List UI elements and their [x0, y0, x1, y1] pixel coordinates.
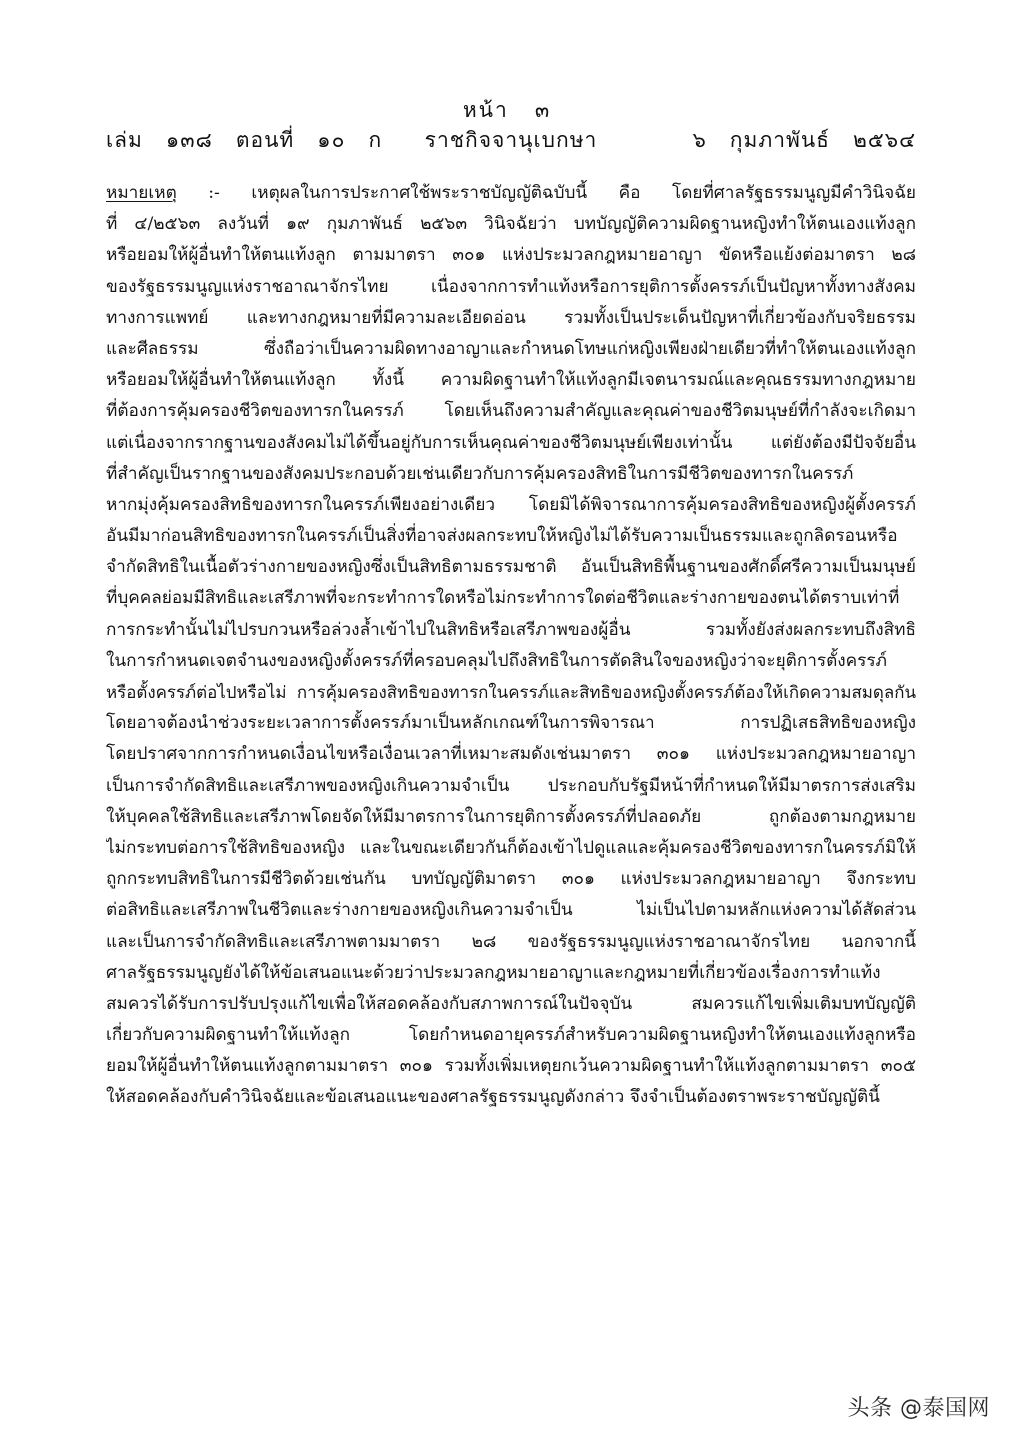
text-line: ถูกกระทบสิทธิในการมีชีวิตด้วยเช่นกัน บทบัญญัติมาตรา ๓๐๑ แห่งประมวลกฎหมายอาญา จึงกระทบ [106, 869, 916, 890]
text-line: อันมีมาก่อนสิทธิของทารกในครรภ์เป็นสิ่งที่อาจส่งผลกระทบให้หญิงไม่ได้รับความเป็นธรรมและถูกลิดรอนหรือ [106, 526, 898, 547]
text-line: โดยอาจต้องนำช่วงระยะเวลาการตั้งครรภ์มาเป็นหลักเกณฑ์ในการพิจารณา การปฏิเสธสิทธิของหญิง [106, 713, 916, 734]
text-line: ไม่กระทบต่อการใช้สิทธิของหญิง และในขณะเดียวกันก็ต้องเข้าไปดูแลและคุ้มครองชีวิตของทารกในครรภ์มิให้ [106, 837, 916, 858]
text-line: ให้บุคคลใช้สิทธิและเสรีภาพโดยจัดให้มีมาตรการในการยุติการตั้งครรภ์ที่ปลอดภัย ถูกต้องตามกฎหมาย [106, 806, 916, 827]
volume-issue: เล่ม ๑๓๘ ตอนที่ ๑๐ ก [106, 128, 383, 152]
text-line: ในการกำหนดเจตจำนงของหญิงตั้งครรภ์ที่ครอบคลุมไปถึงสิทธิในการตัดสินใจของหญิงว่าจะยุติการตั้งครรภ์ [106, 650, 887, 671]
text-line: ศาลรัฐธรรมนูญยังได้ให้ข้อเสนอแนะด้วยว่าประมวลกฎหมายอาญาและกฎหมายที่เกี่ยวข้องเรื่องการทำแท้ง [106, 962, 881, 983]
text-line: ที่ ๔/๒๕๖๓ ลงวันที่ ๑๙ กุมภาพันธ์ ๒๕๖๓ วินิจฉัยว่า บทบัญญัติความผิดฐานหญิงทำให้ตนเองแท้งลูก [106, 214, 916, 235]
text-line: ที่สำคัญเป็นรากฐานของสังคมประกอบด้วยเช่นเดียวกับการคุ้มครองสิทธิในการมีชีวิตของทารกในครรภ์ [106, 463, 854, 484]
watermark-text: 头条 @泰国网 [847, 1396, 990, 1421]
text-line: หมายเหตุ :- เหตุผลในการประกาศใช้พระราชบัญญัติฉบับนี้ คือ โดยที่ศาลรัฐธรรมนูญมีคำวินิจฉัย [106, 183, 916, 203]
remark-paragraph [106, 178, 916, 1114]
text-line: หรือตั้งครรภ์ต่อไปหรือไม่ การคุ้มครองสิทธิของทารกในครรภ์และสิทธิของหญิงตั้งครรภ์ต้องให้เกิดความสมดุลกัน [106, 682, 916, 702]
text-line: หรือยอมให้ผู้อื่นทำให้ตนแท้งลูก ตามมาตรา ๓๐๑ แห่งประมวลกฎหมายอาญา ขัดหรือแย้งต่อมาตรา ๒๘ [106, 245, 916, 266]
text-line: ที่ต้องการคุ้มครองชีวิตของทารกในครรภ์ โดยเห็นถึงความสำคัญและคุณค่าของชีวิตมนุษย์ที่กำลังจะเกิดมา [106, 401, 916, 422]
remark-label: หมายเหตุ [106, 183, 177, 203]
text-line: หากมุ่งคุ้มครองสิทธิของทารกในครรภ์เพียงอย่างเดียว โดยมิได้พิจารณาการคุ้มครองสิทธิของหญิงผู้ตั้งครรภ์ [106, 494, 916, 515]
text-line: เป็นการจำกัดสิทธิและเสรีภาพของหญิงเกินความจำเป็น ประกอบกับรัฐมีหน้าที่กำหนดให้มีมาตรการส่งเสริม [106, 775, 916, 796]
text-line: ให้สอดคล้องกับคำวินิจฉัยและข้อเสนอแนะของศาลรัฐธรรมนูญดังกล่าว จึงจำเป็นต้องตราพระราชบัญญัตินี้ [106, 1087, 880, 1108]
text-line: และเป็นการจำกัดสิทธิและเสรีภาพตามมาตรา ๒๘ ของรัฐธรรมนูญแห่งราชอาณาจักรไทย นอกจากนี้ [106, 931, 916, 952]
publication-date: ๖ กุมภาพันธ์ ๒๕๖๔ [692, 128, 916, 152]
text-line: ต่อสิทธิและเสรีภาพในชีวิตและร่างกายของหญิงเกินความจำเป็น ไม่เป็นไปตามหลักแห่งความได้สัดส่วน [106, 900, 916, 921]
text-line: ยอมให้ผู้อื่นทำให้ตนแท้งลูกตามมาตรา ๓๐๑ รวมทั้งเพิ่มเหตุยกเว้นความผิดฐานทำให้แท้งลูกตามมาตรา ๓๐๕ [106, 1056, 916, 1077]
text-line: การกระทำนั้นไม่ไปรบกวนหรือล่วงล้ำเข้าไปในสิทธิหรือเสรีภาพของผู้อื่น รวมทั้งยังส่งผลกระทบถึงสิทธิ [106, 619, 916, 640]
page-number: หน้า ๓ [462, 98, 552, 122]
text-line: แต่เนื่องจากรากฐานของสังคมไม่ได้ขึ้นอยู่กับการเห็นคุณค่าของชีวิตมนุษย์เพียงเท่านั้น แต่ยังต้องมีปัจจัยอื่น [106, 432, 916, 453]
gazette-title: ราชกิจจานุเบกษา [424, 128, 598, 152]
gazette-header [106, 124, 916, 156]
text-line: โดยปราศจากการกำหนดเงื่อนไขหรือเงื่อนเวลาที่เหมาะสมดังเช่นมาตรา ๓๐๑ แห่งประมวลกฎหมายอาญา [106, 744, 916, 765]
text-line: จำกัดสิทธิในเนื้อตัวร่างกายของหญิงซึ่งเป็นสิทธิตามธรรมชาติ อันเป็นสิทธิพื้นฐานของศักดิ์ศรีความเป็นมนุษย์ [106, 557, 916, 578]
text-line: และศีลธรรม ซึ่งถือว่าเป็นความผิดทางอาญาและกำหนดโทษแก่หญิงเพียงฝ่ายเดียวที่ทำให้ตนเองแท้งลูก [106, 338, 916, 359]
text-line: ที่บุคคลย่อมมีสิทธิและเสรีภาพที่จะกระทำการใดหรือไม่กระทำการใดต่อชีวิตและร่างกายของตนได้ตราบเท่าที่ [106, 588, 900, 609]
text-line: ทางการแพทย์ และทางกฎหมายที่มีความละเอียดอ่อน รวมทั้งเป็นประเด็นปัญหาที่เกี่ยวข้องกับจริยธรรม [106, 307, 916, 328]
text-line: หรือยอมให้ผู้อื่นทำให้ตนแท้งลูก ทั้งนี้ ความผิดฐานทำให้แท้งลูกมีเจตนารมณ์และคุณธรรมทางกฎหมาย [106, 370, 916, 391]
text-line: เกี่ยวกับความผิดฐานทำให้แท้งลูก โดยกำหนดอายุครรภ์สำหรับความผิดฐานหญิงทำให้ตนเองแท้งลูกหรือ [106, 1025, 916, 1046]
text-line: สมควรได้รับการปรับปรุงแก้ไขเพื่อให้สอดคล้องกับสภาพการณ์ในปัจจุบัน สมควรแก้ไขเพิ่มเติมบทบัญญัติ [106, 993, 916, 1014]
text-line: ของรัฐธรรมนูญแห่งราชอาณาจักรไทย เนื่องจากการทำแท้งหรือการยุติการตั้งครรภ์เป็นปัญหาทั้งทางสังคม [106, 276, 916, 297]
